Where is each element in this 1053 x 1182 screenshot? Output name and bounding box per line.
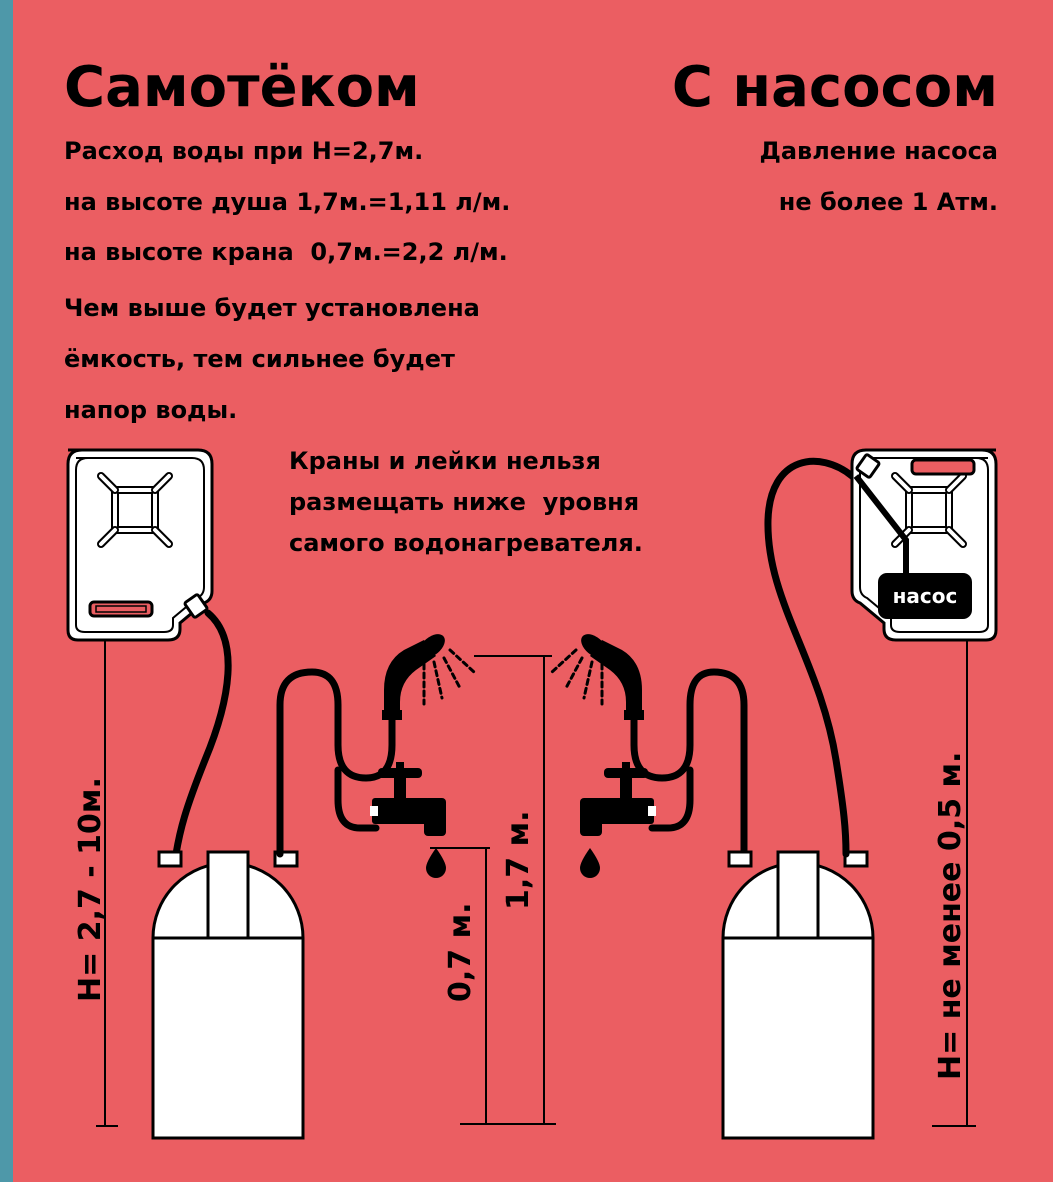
left-accent-stripe (0, 0, 13, 1182)
gravity-note-line-1: Чем выше будет установлена (64, 294, 480, 322)
gravity-note-line-3: напор воды. (64, 396, 238, 424)
warning-line-3: самого водонагревателя. (289, 529, 643, 557)
pump-pressure-line-2: не более 1 Атм. (778, 188, 998, 216)
gravity-flow-line-1: Расход воды при H=2,7м. (64, 137, 424, 165)
gravity-flow-line-3: на высоте крана 0,7м.=2,2 л/м. (64, 238, 508, 266)
pump-title: С насосом (671, 55, 998, 120)
tap-height-label: 0,7 м. (443, 902, 478, 1002)
pump-label: насос (892, 584, 958, 608)
canister-icon (68, 450, 212, 640)
shower-height-label: 1,7 м. (501, 810, 536, 910)
gravity-height-label: H= 2,7 - 10м. (73, 777, 108, 1002)
water-heater-icon (153, 852, 303, 1138)
water-heater-icon (723, 852, 873, 1138)
pump-icon (878, 573, 972, 619)
warning-line-2: размещать ниже уровня (289, 488, 640, 516)
gravity-flow-line-2: на высоте душа 1,7м.=1,11 л/м. (64, 188, 511, 216)
warning-line-1: Краны и лейки нельзя (289, 447, 601, 475)
pump-height-label: H= не менее 0,5 м. (933, 751, 968, 1080)
gravity-title: Самотёком (64, 55, 420, 120)
pump-pressure-line-1: Давление насоса (759, 137, 998, 165)
gravity-note-line-2: ёмкость, тем сильнее будет (64, 345, 455, 373)
